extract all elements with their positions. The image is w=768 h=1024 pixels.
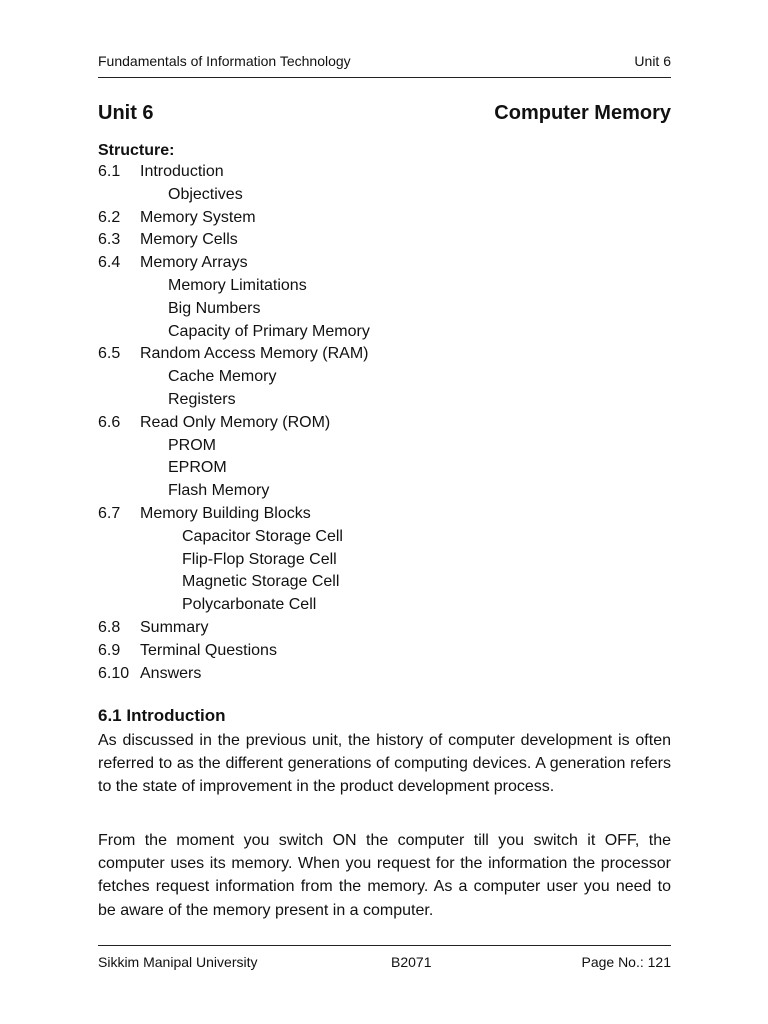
toc-item bbox=[98, 480, 671, 503]
toc-item bbox=[98, 526, 671, 549]
toc-item bbox=[98, 207, 671, 230]
toc-item-number: 6.5 bbox=[98, 345, 121, 363]
toc-item-title: Memory Arrays bbox=[140, 254, 248, 272]
toc-item-number: 6.9 bbox=[98, 641, 121, 659]
section-heading: 6.1 Introduction bbox=[98, 706, 226, 725]
toc-item-number: 6.6 bbox=[98, 413, 121, 431]
toc-item-number: 6.2 bbox=[98, 208, 121, 226]
running-header bbox=[98, 52, 671, 70]
toc-item-title: Big Numbers bbox=[168, 299, 261, 317]
running-footer bbox=[98, 953, 671, 971]
toc-item-title: Memory Limitations bbox=[168, 276, 307, 294]
toc-item bbox=[98, 161, 671, 184]
toc-item bbox=[98, 184, 671, 207]
toc-item-title: Memory Cells bbox=[140, 231, 238, 249]
toc-item-title: Magnetic Storage Cell bbox=[182, 573, 340, 591]
unit-number: Unit 6 bbox=[98, 102, 154, 124]
toc-item-title: Cache Memory bbox=[168, 368, 277, 386]
structure-label: Structure: bbox=[98, 142, 175, 159]
toc-item bbox=[98, 298, 671, 321]
unit-name: Computer Memory bbox=[494, 102, 671, 124]
footer-university: Sikkim Manipal University bbox=[98, 954, 258, 970]
toc-item-number: 6.8 bbox=[98, 618, 121, 636]
toc-item bbox=[98, 412, 671, 435]
footer-page-number: Page No.: 121 bbox=[581, 954, 671, 970]
toc-item-title: Random Access Memory (RAM) bbox=[140, 345, 369, 363]
toc-item-title: Polycarbonate Cell bbox=[182, 596, 317, 614]
paragraph: As discussed in the previous unit, the history of computer development is often referred to as the different generations of computing devices. A generation refers to the state of improvement in the product development process. bbox=[98, 732, 671, 796]
toc-item bbox=[98, 594, 671, 617]
toc-item-title: Memory Building Blocks bbox=[140, 504, 311, 522]
toc-item-title: Memory System bbox=[140, 208, 256, 226]
toc-item bbox=[98, 435, 671, 458]
toc-item bbox=[98, 343, 671, 366]
footer-course-code: B2071 bbox=[391, 954, 432, 970]
toc-item-title: Capacity of Primary Memory bbox=[168, 322, 370, 340]
toc-item bbox=[98, 640, 671, 663]
unit-title bbox=[98, 100, 671, 126]
toc-item-number: 6.10 bbox=[98, 664, 130, 682]
toc-item-title: Flip-Flop Storage Cell bbox=[182, 550, 337, 568]
header-rule bbox=[98, 77, 671, 78]
table-of-contents bbox=[98, 161, 671, 685]
header-book-title: Fundamentals of Information Technology bbox=[98, 53, 351, 69]
toc-item bbox=[98, 663, 671, 686]
paragraph: From the moment you switch ON the computer till you switch it OFF, the computer uses its memory. When you request for the information the processor fetches request information from the memory. As a computer user you need to be aware of the memory present in a computer. bbox=[98, 832, 671, 919]
toc-item-title: Registers bbox=[168, 390, 236, 408]
toc-item bbox=[98, 549, 671, 572]
toc-item-title: Objectives bbox=[168, 185, 243, 203]
toc-item bbox=[98, 617, 671, 640]
header-unit-label: Unit 6 bbox=[634, 53, 671, 69]
toc-item-number: 6.4 bbox=[98, 254, 121, 272]
toc-item-number: 6.1 bbox=[98, 163, 121, 180]
toc-item-title: Read Only Memory (ROM) bbox=[140, 413, 331, 431]
toc-item-title: Answers bbox=[140, 664, 202, 682]
toc-item bbox=[98, 252, 671, 275]
toc-item bbox=[98, 503, 671, 526]
toc-item bbox=[98, 275, 671, 298]
toc-item bbox=[98, 571, 671, 594]
toc-item-title: Capacitor Storage Cell bbox=[182, 527, 343, 545]
toc-item-title: EPROM bbox=[168, 459, 227, 477]
toc-item bbox=[98, 366, 671, 389]
toc-item-number: 6.7 bbox=[98, 504, 121, 522]
toc-item bbox=[98, 389, 671, 412]
toc-item-number: 6.3 bbox=[98, 231, 121, 249]
toc-item-title: Flash Memory bbox=[168, 482, 270, 500]
footer-rule bbox=[98, 945, 671, 946]
toc-item bbox=[98, 229, 671, 252]
toc-item-title: Summary bbox=[140, 618, 209, 636]
toc-item bbox=[98, 321, 671, 344]
toc-item-title: Introduction bbox=[140, 163, 224, 180]
toc-item bbox=[98, 457, 671, 480]
toc-item-title: Terminal Questions bbox=[140, 641, 277, 659]
toc-item-title: PROM bbox=[168, 436, 216, 454]
